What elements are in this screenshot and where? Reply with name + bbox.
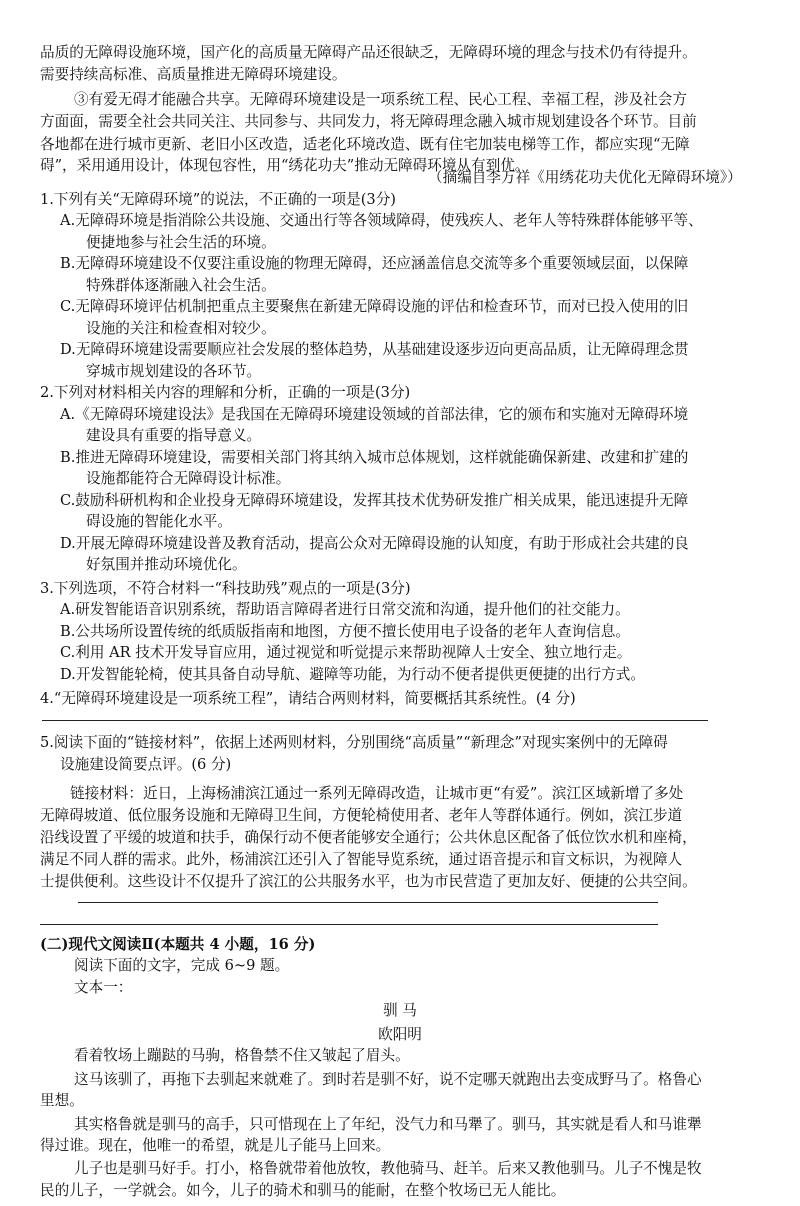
story-author: 欧阳明 (378, 1025, 422, 1043)
link-material-line: 链接材料：近日，上海杨浦滨江通过一系列无障碍改造，让城市更“有爱”。滨江区域新增了多处 (70, 785, 684, 803)
question-4-stem: 4.“无障碍环境建设是一项系统工程”，请结合两则材料，简要概括其系统性。(4 分) (40, 690, 576, 708)
passage-line: ③有爱无碍才能融合共享。无障碍环境建设是一项系统工程、民心工程、幸福工程，涉及社会方 (74, 90, 687, 108)
q2-option-c-cont: 碍设施的智能化水平。 (86, 513, 232, 531)
story-paragraph: 里想。 (40, 1092, 84, 1110)
section-heading: (二)现代文阅读Ⅱ(本题共 4 小题，16 分) (40, 935, 316, 953)
q1-option-a: A.无障碍环境是指消除公共设施、交通出行等各领域障碍，使残疾人、老年人等特殊群体能够平等、 (60, 212, 703, 230)
q3-option-b: B.公共场所设置传统的纸质版指南和地图，方便不擅长使用电子设备的老年人查询信息。 (60, 622, 630, 640)
passage-line: 各地都在进行城市更新、老旧小区改造，适老化环境改造、既有住宅加装电梯等工作，都应实现“无障 (40, 135, 690, 153)
q2-option-b: B.推进无障碍环境建设，需要相关部门将其纳入城市总体规划，这样就能确保新建、改建和扩建的 (60, 448, 689, 466)
q2-option-c: C.鼓励科研机构和企业投身无障碍环境建设，发挥其技术优势研发推广相关成果，能迅速提升无障 (60, 491, 689, 509)
answer-line (78, 902, 658, 903)
passage-line: 碍”，采用通用设计，体现包容性，用“绣花功夫”推动无障碍环境从有到优。 (40, 157, 530, 175)
passage-line: 品质的无障碍设施环境，国产化的高质量无障碍产品还很缺乏，无障碍环境的理念与技术仍有待提升。 (40, 44, 697, 61)
q2-option-b-cont: 设施都能符合无障碍设计标准。 (86, 470, 291, 488)
link-material-line: 沿线设置了平缓的坡道和扶手，确保行动不便者能够安全通行；公共休息区配备了低位饮水机和座椅， (40, 829, 697, 847)
q1-option-d-cont: 穿城市规划建设的各环节。 (86, 362, 262, 380)
answer-line (42, 720, 708, 721)
passage-line: 方面面，需要全社会共同关注、共同参与、共同发力，将无障碍理念融入城市规划建设各个环节。目前 (40, 113, 697, 131)
question-3-stem: 3.下列选项，不符合材料一“科技助残”观点的一项是(3分) (40, 579, 411, 597)
q1-option-a-cont: 便捷地参与社会生活的环境。 (86, 233, 276, 251)
q2-option-d-cont: 好氛围并推动环境优化。 (86, 556, 247, 574)
q1-option-c: C.无障碍环境评估机制把重点主要聚焦在新建无障碍设施的评估和检查环节，而对已投入使用的旧 (60, 298, 689, 316)
story-paragraph: 得过谁。现在，他唯一的希望，就是儿子能马上回来。 (40, 1137, 391, 1155)
q1-option-b-cont: 特殊群体逐渐融入社会生活。 (86, 276, 276, 294)
section-instruction: 阅读下面的文字，完成 6~9 题。 (74, 957, 290, 975)
answer-line (40, 924, 658, 925)
q1-option-b: B.无障碍环境建设不仅要注重设施的物理无障碍，还应涵盖信息交流等多个重要领域层面，以保障 (60, 255, 689, 273)
q3-option-d: D.开发智能轮椅，使其具备自动导航、避障等功能，为行动不便者提供更便捷的出行方式。 (60, 665, 645, 683)
q3-option-c: C.利用 AR 技术开发导盲应用，通过视觉和听觉提示来帮助视障人士安全、独立地行走。 (60, 644, 632, 662)
link-material-line: 士提供便利。这些设计不仅提升了滨江的公共服务水平，也为市民营造了更加友好、便捷的公共空间。 (40, 873, 697, 891)
story-paragraph: 民的儿子，一学就会。如今，儿子的骑术和驯马的能耐，在整个牧场已无人能比。 (40, 1182, 566, 1199)
q2-option-d: D.开展无障碍环境建设普及教育活动，提高公众对无障碍设施的认知度，有助于形成社会共建的良 (60, 534, 689, 552)
q3-option-a: A.研发智能语音识别系统，帮助语言障碍者进行日常交流和沟通，提升他们的社交能力。 (60, 601, 630, 619)
story-paragraph: 儿子也是驯马好手。打小，格鲁就带着他放牧，教他骑马、赶羊。后来又教他驯马。儿子不愧是牧 (74, 1160, 702, 1178)
story-paragraph: 其实格鲁就是驯马的高手，只可惜现在上了年纪，没气力和马犟了。驯马，其实就是看人和马谁犟 (74, 1115, 702, 1133)
q1-option-d: D.无障碍环境建设需要顺应社会发展的整体趋势，从基础建设逐步迈向更高品质，让无障碍理念贯 (60, 341, 689, 359)
q1-option-c-cont: 设施的关注和检查相对较少。 (86, 319, 276, 337)
question-5-stem: 5.阅读下面的“链接材料”，依据上述两则材料，分别围绕“高质量”“新理念”对现实案例中的无障碍 (40, 734, 668, 752)
story-paragraph: 这马该驯了，再拖下去驯起来就难了。到时若是驯不好，说不定哪天就跑出去变成野马了。格鲁心 (74, 1070, 702, 1088)
story-paragraph: 看着牧场上蹦跶的马驹，格鲁禁不住又皱起了眉头。 (74, 1047, 410, 1065)
story-title: 驯 马 (383, 1002, 417, 1020)
link-material-line: 满足不同人群的需求。此外，杨浦滨江还引入了智能导览系统，通过语音提示和盲文标识，为视障人 (40, 850, 683, 868)
passage-line: 需要持续高标准、高质量推进无障碍环境建设。 (40, 65, 347, 83)
q2-option-a-cont: 建设具有重要的指导意义。 (86, 427, 262, 445)
link-material-line: 无障碍坡道、低位服务设施和无障碍卫生间，方便轮椅使用者、老年人等群体通行。例如，滨江步道 (40, 806, 683, 824)
question-1-stem: 1.下列有关“无障碍环境”的说法，不正确的一项是(3分) (40, 190, 396, 208)
q2-option-a: A.《无障碍环境建设法》是我国在无障碍环境建设领域的首部法律，它的颁布和实施对无障碍环境 (60, 405, 689, 423)
question-5-stem-cont: 设施建设简要点评。(6 分) (60, 755, 232, 773)
source-citation: （摘编自李万祥《用绣花功夫优化无障碍环境》） (428, 169, 742, 187)
question-2-stem: 2.下列对材料相关内容的理解和分析，正确的一项是(3分) (40, 384, 411, 402)
text-label: 文本一： (74, 978, 133, 996)
